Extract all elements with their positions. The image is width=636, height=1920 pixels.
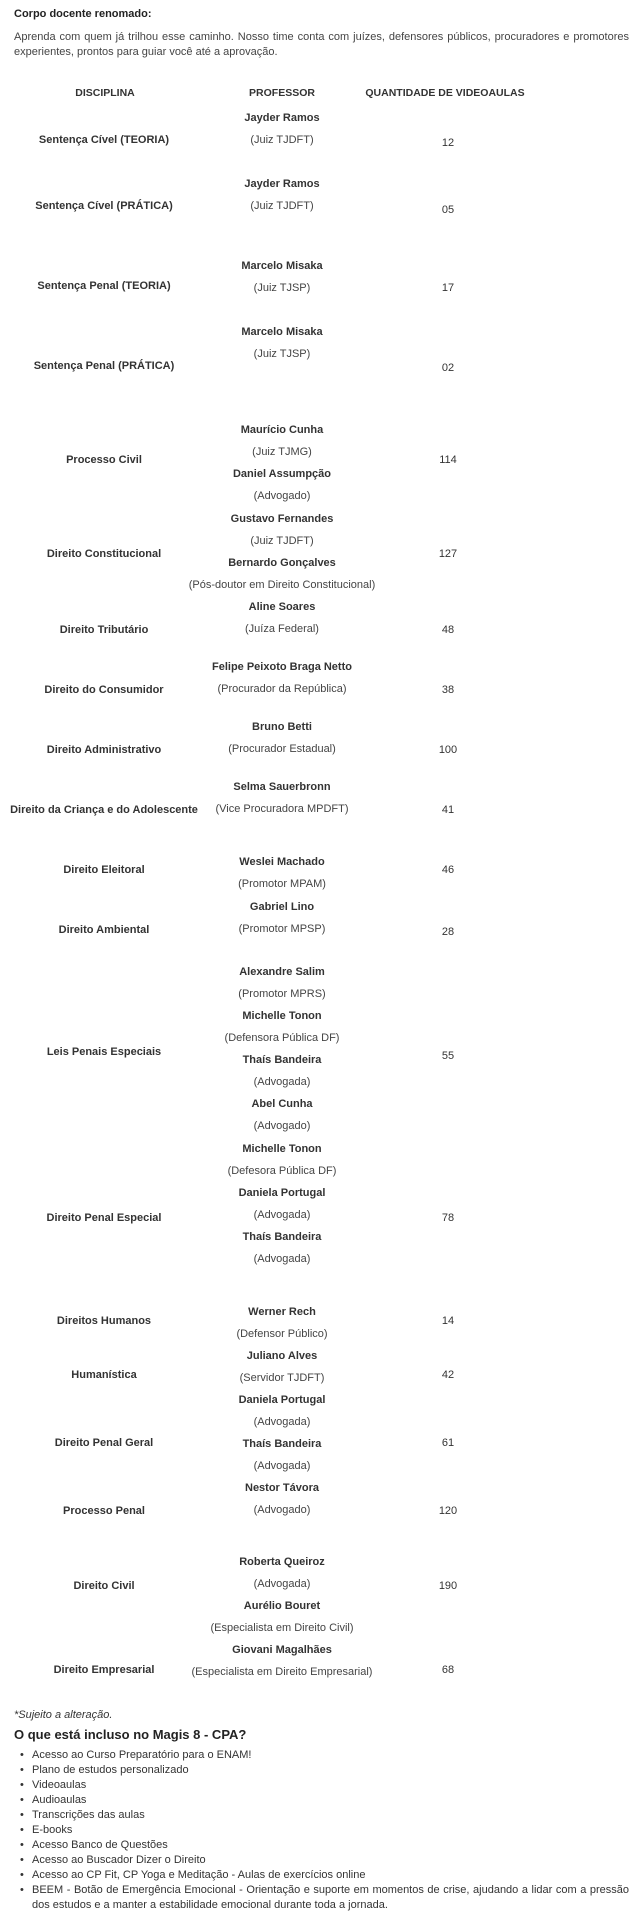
discipline-name: Sentença Penal (TEORIA) [37,280,171,292]
professor-name: Marcelo Misaka [241,326,323,338]
professor-name: Bernardo Gonçalves [228,557,336,569]
intro-title: Corpo docente renomado: [14,8,152,20]
discipline-name: Sentença Cível (PRÁTICA) [35,200,173,212]
discipline-name: Direitos Humanos [56,1315,152,1327]
professor-role: (Advogado) [253,490,311,502]
change-note: *Sujeito a alteração. [14,1709,113,1721]
professor-role: (Juiz TJSP) [253,282,311,294]
videoaula-count: 38 [441,684,455,696]
videoaula-count: 12 [441,137,455,149]
videoaula-count: 02 [441,362,455,374]
professor-name: Weslei Machado [239,856,325,868]
videoaula-count: 17 [441,282,455,294]
professor-role: (Especialista em Direito Empresarial) [191,1666,373,1678]
videoaula-count: 61 [441,1437,455,1449]
included-item: • Acesso ao CP Fit, CP Yoga e Meditação - Aulas de exercícios online [14,1868,629,1883]
included-item: • Plano de estudos personalizado [14,1763,629,1778]
discipline-name: Sentença Cível (TEORIA) [38,134,170,146]
included-item: • E-books [14,1823,629,1838]
professor-role: (Pós-doutor em Direito Constitucional) [188,579,376,591]
professor-name: Abel Cunha [251,1098,313,1110]
included-list [14,1748,629,1913]
professor-name: Giovani Magalhães [232,1644,332,1656]
videoaula-count: 114 [439,454,457,466]
discipline-name: Direito Civil [73,1580,135,1592]
professor-name: Daniel Assumpção [232,468,331,480]
professor-role: (Promotor MPSP) [238,923,326,935]
videoaula-count: 48 [441,624,455,636]
professor-name: Jayder Ramos [244,112,320,124]
professor-name: Nestor Távora [245,1482,319,1494]
professor-role: (Juiz TJDFT) [250,535,314,547]
included-item: • Videoaulas [14,1778,629,1793]
discipline-name: Leis Penais Especiais [46,1046,162,1058]
header-professor: PROFESSOR [249,87,315,99]
professor-role: (Juiz TJSP) [253,348,311,360]
discipline-name: Direito Administrativo [46,744,162,756]
professor-name: Maurício Cunha [240,424,324,436]
professor-role: (Advogada) [253,1076,311,1088]
discipline-name: Direito Eleitoral [63,864,145,876]
discipline-name: Direito Ambiental [58,924,150,936]
videoaula-count: 41 [441,804,455,816]
intro-text: Aprenda com quem já trilhou esse caminho. Nosso time conta com juízes, defensores públicos, procuradores e promotores experientes, prontos para guiar você até a aprovação. [14,31,629,58]
included-item: • Audioaulas [14,1793,629,1808]
professor-role: (Especialista em Direito Civil) [210,1622,354,1634]
professor-name: Jayder Ramos [244,178,320,190]
professor-role: (Servidor TJDFT) [239,1372,325,1384]
professor-name: Aurélio Bouret [243,1600,321,1612]
videoaula-count: 120 [438,1505,458,1517]
videoaula-count: 190 [438,1580,458,1592]
professor-role: (Promotor MPAM) [238,878,326,890]
discipline-name: Direito da Criança e do Adolescente [10,804,198,816]
discipline-name: Processo Civil [66,454,142,466]
professor-role: (Defesora Pública DF) [227,1165,337,1177]
included-item: • Acesso ao Buscador Dizer o Direito [14,1853,629,1868]
professor-name: Daniela Portugal [238,1187,326,1199]
professor-role: (Advogada) [253,1460,311,1472]
videoaula-count: 14 [441,1315,455,1327]
professor-role: (Defensor Público) [236,1328,328,1340]
professor-role: (Promotor MPRS) [238,988,326,1000]
professor-name: Thaís Bandeira [242,1231,322,1243]
professor-role: (Juíza Federal) [245,623,319,635]
professor-role: (Procurador da República) [217,683,347,695]
professor-role: (Procurador Estadual) [228,743,336,755]
professor-role: (Advogada) [253,1416,311,1428]
videoaula-count: 78 [441,1212,455,1224]
included-item: • Acesso Banco de Questões [14,1838,629,1853]
discipline-name: Direito do Consumidor [44,684,164,696]
professor-role: (Juiz TJDFT) [250,200,314,212]
professor-name: Marcelo Misaka [241,260,323,272]
professor-name: Gabriel Lino [249,901,315,913]
professor-name: Gustavo Fernandes [230,513,334,525]
videoaula-count: 68 [441,1664,455,1676]
included-item: • BEEM - Botão de Emergência Emocional - Orientação e suporte em momentos de crise, ajudando a lidar com a pressão dos estudos e a manter a estabilidade emocional durante toda a jornada. [14,1883,629,1913]
professor-name: Felipe Peixoto Braga Netto [212,661,352,673]
included-item: • Acesso ao Curso Preparatório para o ENAM! [14,1748,629,1763]
professor-name: Daniela Portugal [238,1394,326,1406]
videoaula-count: 127 [438,548,458,560]
discipline-name: Humanística [71,1369,137,1381]
header-quantidade: QUANTIDADE DE VIDEOAULAS [365,87,525,99]
professor-name: Thaís Bandeira [242,1054,322,1066]
professor-role: (Juiz TJDFT) [250,134,314,146]
professor-role: (Advogada) [253,1209,311,1221]
professor-role: (Defensora Pública DF) [224,1032,340,1044]
videoaula-count: 100 [438,744,458,756]
discipline-name: Direito Penal Especial [46,1212,162,1224]
videoaula-count: 05 [441,204,455,216]
discipline-name: Direito Empresarial [53,1664,155,1676]
professor-name: Roberta Queiroz [239,1556,325,1568]
professor-name: Bruno Betti [252,721,312,733]
videoaula-count: 28 [441,926,455,938]
professor-name: Michelle Tonon [242,1143,322,1155]
discipline-name: Direito Constitucional [46,548,162,560]
professor-role: (Advogada) [253,1253,311,1265]
professor-role: (Advogado) [253,1120,311,1132]
videoaula-count: 55 [441,1050,455,1062]
discipline-name: Sentença Penal (PRÁTICA) [33,360,175,372]
professor-name: Werner Rech [248,1306,316,1318]
professor-name: Juliano Alves [246,1350,318,1362]
professor-role: (Advogada) [253,1578,311,1590]
professor-name: Aline Soares [248,601,316,613]
professor-name: Selma Sauerbronn [233,781,331,793]
included-item: • Transcrições das aulas [14,1808,629,1823]
professor-name: Thaís Bandeira [242,1438,322,1450]
professor-role: (Vice Procuradora MPDFT) [215,803,349,815]
discipline-name: Processo Penal [63,1505,145,1517]
header-disciplina: DISCIPLINA [75,87,135,99]
included-title: O que está incluso no Magis 8 - CPA? [14,1727,247,1742]
professor-name: Michelle Tonon [242,1010,322,1022]
professor-role: (Juiz TJMG) [252,446,312,458]
videoaula-count: 46 [441,864,455,876]
discipline-name: Direito Tributário [59,624,149,636]
videoaula-count: 42 [441,1369,455,1381]
professor-name: Alexandre Salim [239,966,325,978]
discipline-name: Direito Penal Geral [54,1437,154,1449]
professor-role: (Advogado) [253,1504,311,1516]
